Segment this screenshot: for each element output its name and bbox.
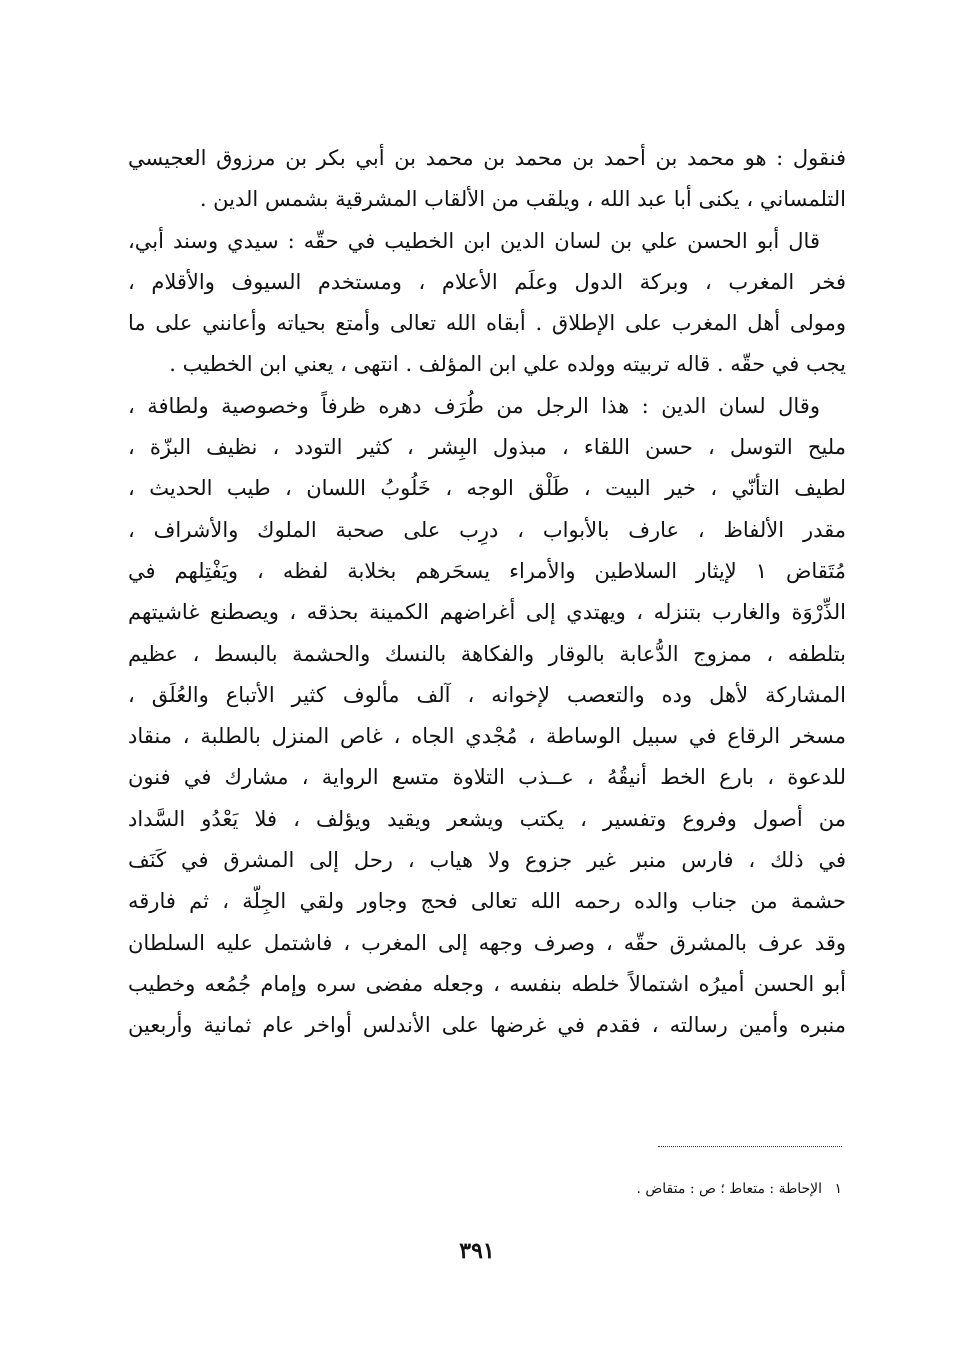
text-line: مليح التوسل ، حسن اللقاء ، مبذول البِشر ، كثير التودد ، نظيف البزّة ، [128,435,846,460]
text-line: مُتَقاض ١ لإيثار السلاطين والأمراء يسحَرهم بخلابة لفظه ، ويَفْتِلهم في [128,558,846,583]
text-line: فنقول : هو محمد بن أحمد بن محمد بن محمد بن أبي بكر بن مرزوق العجيسي [128,146,846,170]
text-line: بتلطفه ، ممزوج الدُّعابة بالوقار والفكاهة بالنسك والحشمة بالبسط ، عظيم [128,641,846,666]
footnote-number: ١ [834,1181,842,1197]
page-number: ٣٩١ [459,1238,495,1264]
main-text-block [128,138,846,1047]
text-line: التلمساني ، يكنى أبا عبد الله ، ويلقب من الألقاب المشرقية بشمس الدين . [199,187,846,212]
text-line: للدعوة ، بارع الخط أنيقُهُ ، عــذب التلاوة متسع الرواية ، مشارك في فنون [128,765,846,790]
text-line: من أصول وفروع وتفسير ، يكتب ويشعر ويقيد ويؤلف ، فلا يَعْدُو السَّداد [128,806,846,831]
text-line: الذِّرْوَة والغارب بتنزله ، ويهتدي إلى أغراضهم الكمينة بحذقه ، ويصطنع غاشيتهم [128,600,846,625]
footnote-divider [658,1146,842,1147]
text-line: حشمة من جناب والده رحمه الله تعالى فحج وجاور ولقي الجِلّة ، ثم فارقه [128,889,846,914]
text-line: أبو الحسن أميرُه اشتمالاً خلطه بنفسه ، وجعله مفضى سره وإمام جُمُعه وخطيب [128,971,846,996]
text-line: مقدر الألفاظ ، عارف بالأبواب ، درِب على صحبة الملوك والأشراف ، [128,517,846,542]
text-line: ومولى أهل المغرب على الإطلاق . أبقاه الله تعالى وأمتع بحياته وأعانني على ما [128,311,846,336]
text-line: وقال لسان الدين : هذا الرجل من طُرَف دهره ظرفاً وخصوصية ولطافة ، [128,393,820,418]
text-line: قال أبو الحسن علي بن لسان الدين ابن الخطيب في حقّه : سيدي وسند أبي، [128,228,820,253]
footnote-text: الإحاطة : متعاط ؛ ص : متقاض . [636,1181,823,1197]
text-line: يجب في حقّه . قاله تربيته وولده علي ابن المؤلف . انتهى ، يعني ابن الخطيب . [169,352,846,377]
text-line: لطيف التأنّي ، خير البيت ، طَلْق الوجه ، خَلُوبُ اللسان ، طيب الحديث ، [128,476,846,501]
text-line: مسخر الرقاع في سبيل الوساطة ، مُجْدي الجاه ، غاص المنزل بالطلبة ، منقاد [128,724,846,749]
text-line: فخر المغرب ، وبركة الدول وعلَم الأعلام ، ومستخدم السيوف والأقلام ، [128,269,846,294]
text-line: منبره وأمين رسالته ، فقدم في غرضها على الأندلس أواخر عام ثمانية وأربعين [128,1013,846,1038]
text-line: في ذلك ، فارس منبر غير جزوع ولا هياب ، رحل إلى المشرق في كَنَف [128,848,846,873]
footnote [480,1178,842,1200]
text-line: وقد عرف بالمشرق حقّه ، وصرف وجهه إلى المغرب ، فاشتمل عليه السلطان [128,930,846,955]
text-line: المشاركة لأهل وده والتعصب لإخوانه ، آلف مألوف كثير الأتباع والعُلَق ، [128,682,846,707]
